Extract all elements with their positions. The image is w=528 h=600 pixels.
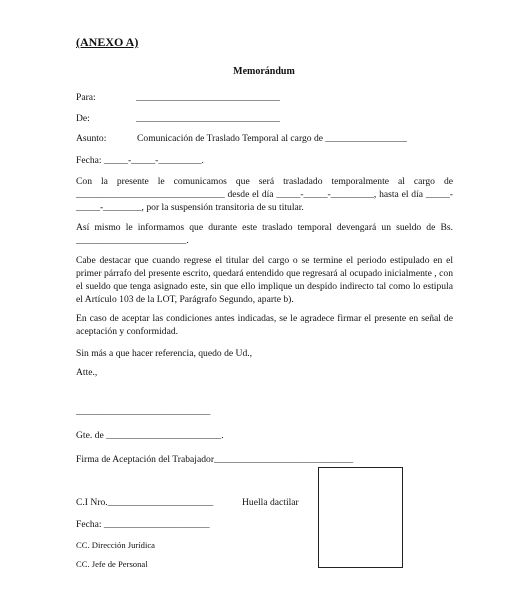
ci-number-field: C.I Nro.______________________ [76, 497, 214, 508]
annex-label: (ANEXO A) [76, 35, 139, 49]
de-line: ______________________________ [136, 113, 280, 124]
asunto-value: Comunicación de Traslado Temporal al cargo de _________________ [137, 133, 407, 144]
cc-legal-department: CC. Dirección Jurídica [76, 540, 155, 550]
gte-field: Gte. de ________________________. [76, 430, 224, 441]
asunto-label: Asunto: [76, 133, 107, 144]
cc-personnel-head: CC. Jefe de Personal [76, 559, 148, 569]
para-label: Para: [76, 92, 96, 103]
memo-title: Memorándum [233, 66, 295, 77]
fingerprint-box [318, 467, 403, 568]
fecha-field: Fecha: _____-_____-_________. [76, 155, 204, 166]
body-paragraph-2: Así mismo le informamos que durante este traslado temporal devengará un sueldo de Bs. _______________________. [76, 222, 453, 246]
body-paragraph-6: Atte., [76, 367, 98, 378]
body-paragraph-4: En caso de aceptar las condiciones antes indicadas, se le agradece firmar el presente en señal de aceptación y conformidad. [76, 313, 453, 337]
body-paragraph-1: Con la presente le comunicamos que será trasladado temporalmente al cargo de _______________________________ desde el día _____-_____-_________, hasta el día _____-_____-________, por la suspensión transitoria de su titular. [76, 176, 453, 213]
signature-date-field: Fecha: ______________________ [76, 519, 210, 530]
para-line: ______________________________ [136, 92, 280, 103]
signature-line: ____________________________ [76, 406, 211, 417]
body-paragraph-5: Sin más a que hacer referencia, quedo de Ud., [76, 348, 253, 359]
de-label: De: [76, 113, 90, 124]
fingerprint-label: Huella dactilar [242, 497, 299, 508]
worker-acceptance-signature: Firma de Aceptación del Trabajador_____________________________ [76, 454, 354, 465]
body-paragraph-3: Cabe destacar que cuando regrese el titular del cargo o se termine el periodo estipulado en el primer párrafo del presente escrito, quedará entendido que regresará al ocupado inicialmente , con el sueldo que tenga asignado este, sin que ello implique un despido indirecto tal como lo estipula el Artículo 103 de la LOT, Parágrafo Segundo, aparte b). [76, 255, 453, 305]
